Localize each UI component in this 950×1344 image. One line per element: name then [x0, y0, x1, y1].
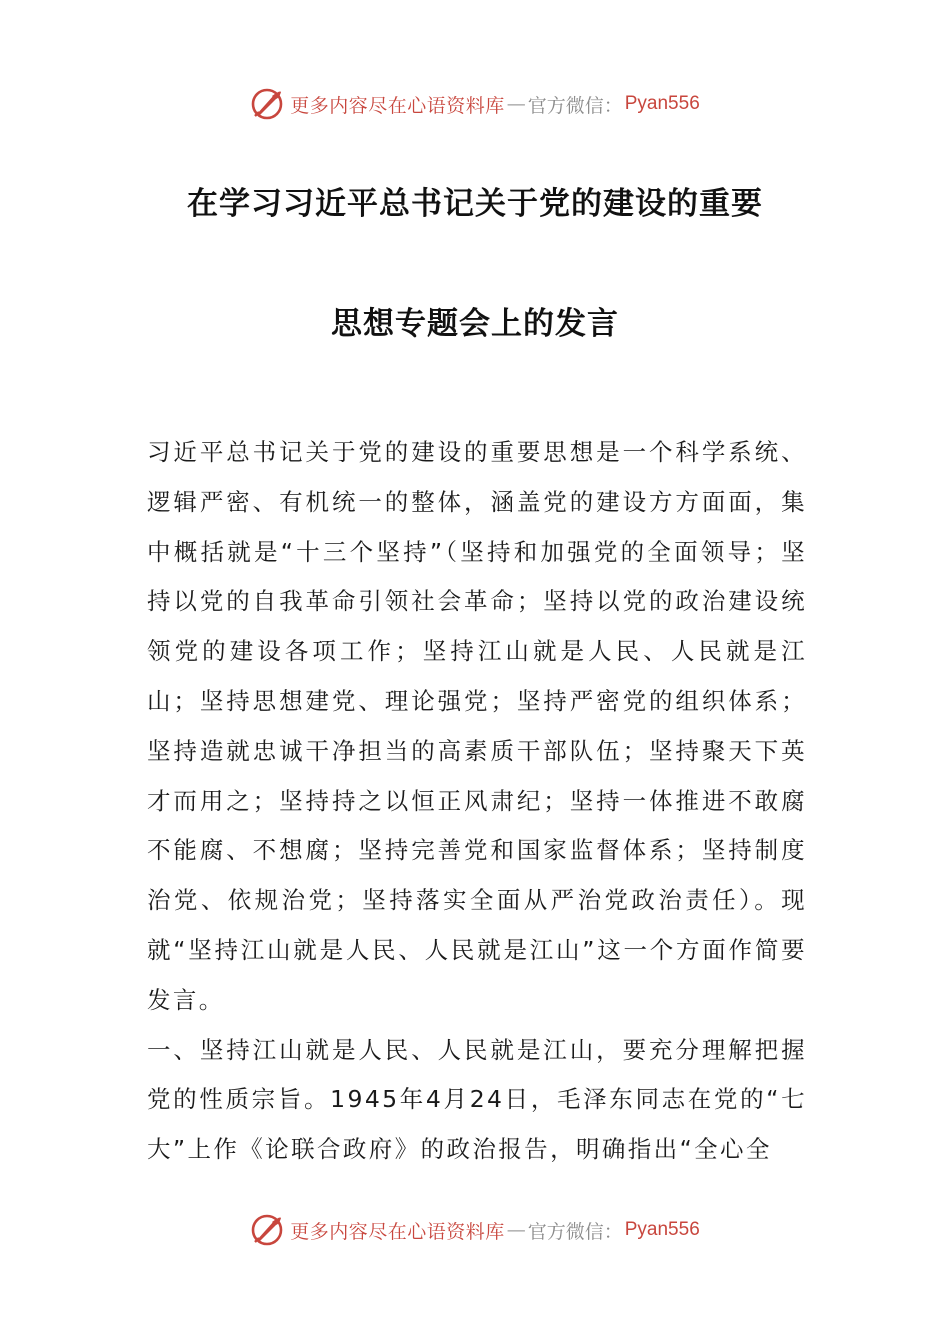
- document-title-line-2: 思想专题会上的发言: [331, 306, 619, 342]
- quill-logo-icon: [250, 1213, 284, 1247]
- body-paragraph-intro: 习近平总书记关于党的建设的重要思想是一个科学系统、逻辑严密、有机统一的整体，涵盖党的建设方方面面，集中概括就是“十三个坚持”（坚持和加强党的全面领导；坚持以党的自我革命引领社会革命；坚持以党的政治建设统领党的建设各项工作；坚持江山就是人民、人民就是江山；坚持思想建党、理论强党；坚持严密党的组织体系；坚持造就忠诚干净担当的高素质干部队伍；坚持聚天下英才而用之；坚持持之以恒正风肃纪；坚持一体推进不敢腐不能腐、不想腐；坚持完善党和国家监督体系；坚持制度治党、依规治党；坚持落实全面从严治党政治责任）。现就“坚持江山就是人民、人民就是江山”这一个方面作简要发言。: [147, 438, 807, 1014]
- watermark-dash: —: [506, 93, 526, 115]
- watermark-main-text: 更多内容尽在心语资料库: [290, 1220, 505, 1243]
- watermark-wechat-id: Pyan556: [624, 93, 700, 114]
- document-body: [147, 428, 807, 1175]
- body-paragraph-section-1: 一、坚持江山就是人民、人民就是江山，要充分理解把握党的性质宗旨。1945年4月24日，毛泽东同志在党的“七大”上作《论联合政府》的政治报告，明确指出“全心全: [147, 1035, 807, 1164]
- watermark-banner-top: [0, 84, 950, 124]
- watermark-sub-text: 官方微信：: [527, 94, 623, 117]
- watermark-banner-bottom: [0, 1210, 950, 1250]
- watermark-sub-text: 官方微信：: [527, 1220, 623, 1243]
- watermark-main-text: 更多内容尽在心语资料库: [290, 94, 505, 117]
- quill-logo-icon: [250, 87, 284, 121]
- document-title-line-1: 在学习习近平总书记关于党的建设的重要: [187, 186, 763, 222]
- watermark-wechat-id: Pyan556: [624, 1219, 700, 1240]
- watermark-dash: —: [506, 1219, 526, 1241]
